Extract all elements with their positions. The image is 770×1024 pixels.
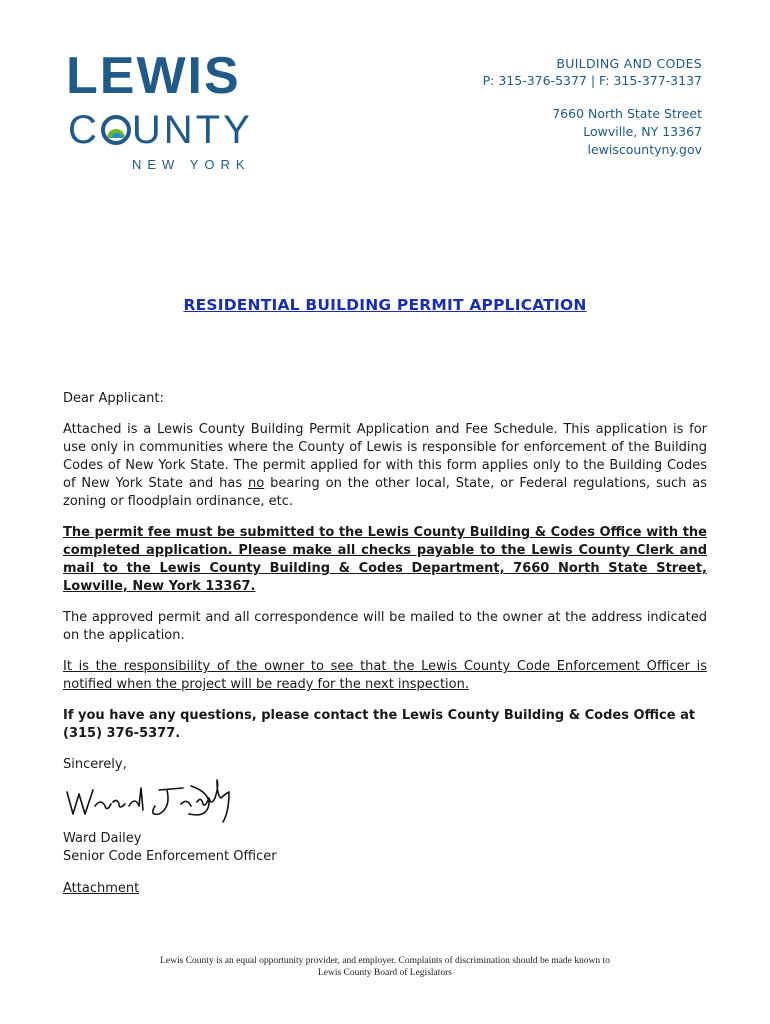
signer-name: Ward Dailey [63, 831, 142, 846]
footer-line-1: Lewis County is an equal opportunity provider, and employer. Complaints of discrimination should be made known to [160, 956, 610, 966]
handwritten-signature [63, 776, 243, 824]
landscape-icon [101, 115, 131, 145]
paragraph-correspondence: The approved permit and all correspondence will be mailed to the owner at the address indicated on the application. [63, 610, 707, 643]
logo-lewis-text: LEWIS [66, 47, 241, 105]
logo-county-text: C UNTY [68, 108, 253, 152]
footer-notice [0, 955, 770, 979]
paragraph-intro: Attached is a Lewis County Building Permit Application and Fee Schedule. This application is for use only in communities where the County of Lewis is responsible for enforcement of the Building Codes of New York State. The permit applied for with this form applies only to the Building Codes of New York State and has no bearing on the other local, State, or Federal regulations, such as zoning or floodplain ordinance, etc. [63, 422, 707, 509]
footer-line-2: Lewis County Board of Legislators [317, 968, 453, 978]
county-logo [66, 47, 266, 175]
website-link[interactable]: lewiscountyny.gov [587, 142, 702, 157]
phone-fax: P: 315-376-5377 | F: 315-377-3137 [482, 73, 702, 88]
paragraph-fee-instructions: The permit fee must be submitted to the Lewis County Building & Codes Office with the completed application. Please make all checks payable to the Lewis County Clerk and mail to the Lewis County Building & Codes Department, 7660 North State Street, Lowville, New York 13367. [63, 525, 707, 594]
logo-new-york-text: NEW YORK [132, 157, 251, 172]
closing: Sincerely, [63, 757, 127, 772]
page-title: RESIDENTIAL BUILDING PERMIT APPLICATION [183, 296, 587, 314]
paragraph-inspection-notice: It is the responsibility of the owner to see that the Lewis County Code Enforcement Officer is notified when the project will be ready for the next inspection. [63, 659, 707, 692]
signer-title: Senior Code Enforcement Officer [63, 849, 277, 864]
street-address: 7660 North State Street [552, 106, 702, 121]
letterhead-address [483, 56, 702, 157]
city-state-zip: Lowville, NY 13367 [583, 124, 702, 139]
attachment-label: Attachment [63, 881, 140, 896]
salutation: Dear Applicant: [63, 391, 164, 406]
paragraph-contact: If you have any questions, please contact the Lewis County Building & Codes Office at (315) 376-5377. [63, 708, 696, 741]
letter-body [63, 390, 707, 898]
department-name: BUILDING AND CODES [556, 56, 702, 71]
